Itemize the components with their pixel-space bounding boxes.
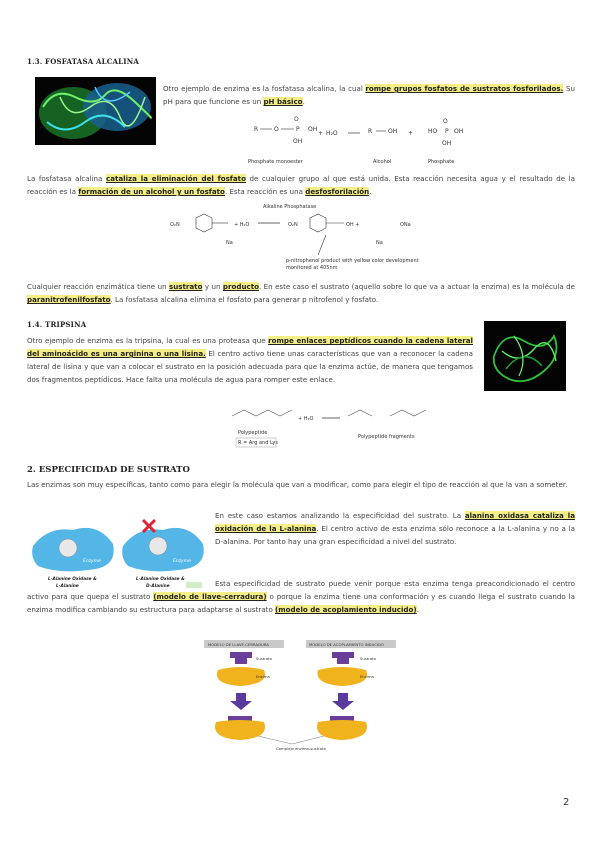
svg-text:Na: Na bbox=[226, 240, 233, 246]
svg-text:O₂N: O₂N bbox=[170, 222, 180, 228]
svg-text:OH: OH bbox=[293, 138, 303, 145]
svg-text:Sustrato: Sustrato bbox=[360, 656, 376, 661]
svg-text:L-Alanine Oxidase &: L-Alanine Oxidase & bbox=[48, 577, 97, 582]
phosphate-reaction-diagram bbox=[248, 115, 498, 167]
protein-structure-image bbox=[35, 77, 156, 145]
svg-text:O: O bbox=[294, 116, 299, 123]
svg-text:Enzyme: Enzyme bbox=[173, 559, 191, 564]
title-llave-cerradura: MODELO DE LLAVE-CERRADURA bbox=[208, 642, 269, 647]
svg-text:+: + bbox=[318, 130, 324, 137]
svg-text:OH: OH bbox=[308, 126, 318, 133]
trypsin-structure-image bbox=[484, 321, 566, 391]
svg-text:+: + bbox=[408, 130, 414, 137]
heading-tripsina: 1.4. TRIPSINA bbox=[27, 320, 87, 329]
svg-text:O: O bbox=[274, 126, 279, 133]
alkaline-phosphatase-scheme bbox=[168, 200, 443, 272]
trypsin-reaction-diagram bbox=[230, 404, 440, 452]
svg-text:R: R bbox=[368, 128, 373, 135]
svg-text:Sustrato: Sustrato bbox=[256, 656, 272, 661]
label-complejo: Complejo enzima-sustrato bbox=[276, 746, 326, 751]
scheme-note-2: monitored at 405nm bbox=[286, 265, 338, 271]
label-arg-lys: R = Arg and Lys bbox=[238, 440, 278, 446]
label-polypeptide: Polypeptide bbox=[238, 430, 268, 436]
heading-especificidad: 2. ESPECIFICIDAD DE SUSTRATO bbox=[27, 465, 190, 475]
paragraph-alanina-oxidasa: En este caso estamos analizando la especificidad del sustrato. La alanina oxidasa cataliza la oxidación de la L-alanina. El centro activo de esta enzima sólo reconoce a la L-alanina y no a la D-alanina. Por tanto hay una gran especificidad a nivel del sustrato. bbox=[215, 511, 576, 546]
svg-text:P: P bbox=[296, 126, 300, 133]
svg-text:OH: OH bbox=[442, 140, 452, 147]
scheme-note-1: p-nitrophenol product with yellow color development bbox=[286, 258, 419, 264]
paragraph-tripsina: Otro ejemplo de enzima es la tripsina, la cual es una proteasa que rompe enlaces peptídicos cuando la cadena lateral del aminoácido es una arginina o una lisina. El centro activo tiene unas características que van a reconocer la cadena lateral de lisina y que van a colocar el sustrato en la posición adecuada para que la enzima actúe, de manera que tengamos dos fragmentos peptídicos. Hace falta una molécula de agua para romper este enlace. bbox=[27, 336, 473, 384]
page-number: 2 bbox=[563, 797, 570, 808]
title-acoplamiento-inducido: MODELO DE ACOPLAMIENTO INDUCIDO bbox=[309, 642, 385, 647]
paragraph-especificidad-intro: Las enzimas son muy específicas, tanto como para elegir la molécula que van a modificar, como para elegir el tipo de reacción al que la van a someter. bbox=[27, 480, 568, 489]
svg-text:Enzima: Enzima bbox=[360, 674, 374, 679]
svg-text:D-Alanine: D-Alanine bbox=[146, 584, 170, 589]
enzyme-models-diagram bbox=[200, 638, 400, 756]
svg-text:L-Alanine: L-Alanine bbox=[56, 584, 79, 589]
svg-text:R: R bbox=[254, 126, 259, 133]
svg-text:ONa: ONa bbox=[400, 222, 411, 228]
label-alcohol: Alcohol bbox=[373, 159, 392, 165]
svg-text:HO: HO bbox=[428, 128, 438, 135]
svg-text:OH +: OH + bbox=[346, 222, 360, 228]
paragraph-modelos: Esta especificidad de sustrato puede venir porque esta enzima tenga preacondicionado el centro activo para que quepa el sustrato (modelo de llave-cerradura) o porque la enzima tiene una conformación y es cuando llega el sustrato cuando la enzima modifica cambiando su estructura para adaptarse al sustrato (modelo de acoplamiento inducido). bbox=[27, 579, 575, 614]
svg-text:Enzima: Enzima bbox=[256, 674, 270, 679]
svg-text:O: O bbox=[443, 118, 448, 125]
svg-text:+ H₂O: + H₂O bbox=[298, 416, 314, 422]
label-polypeptide-fragments: Polypeptide fragments bbox=[358, 434, 415, 440]
paragraph-fosfatasa-cataliza: La fosfatasa alcalina cataliza la eliminación del fosfato de cualquier grupo al que está unida. Esta reacción necesita agua y el resultado de la reacción es la formación de un alcohol y un fosfato. Esta reacción es una desfosforilación. bbox=[27, 174, 575, 196]
svg-text:H₂O: H₂O bbox=[326, 130, 338, 137]
svg-text:Enzyme: Enzyme bbox=[83, 559, 101, 564]
label-phosphate-monoester: Phosphate monoester bbox=[248, 159, 303, 165]
heading-fosfatasa: 1.3. FOSFATASA ALCALINA bbox=[27, 57, 139, 66]
paragraph-fosfatasa-intro: Otro ejemplo de enzima es la fosfatasa alcalina, la cual rompe grupos fosfatos de sustratos fosforilados. Su pH para que funcione es un pH básico. bbox=[163, 84, 575, 106]
svg-text:O₂N: O₂N bbox=[288, 222, 298, 228]
label-phosphate: Phosphate bbox=[428, 159, 455, 165]
paragraph-sustrato-producto: Cualquier reacción enzimática tiene un sustrato y un producto. En este caso el sustrato (aquello sobre lo que va a actuar la enzima) es la molécula de paranitrofenilfosfato. La fosfatasa alcalina elimina el fosfato para generar p nitrofenol y fosfato. bbox=[27, 282, 575, 304]
svg-text:OH: OH bbox=[454, 128, 464, 135]
svg-text:+ H₂O: + H₂O bbox=[234, 222, 250, 228]
svg-text:Na: Na bbox=[376, 240, 383, 246]
svg-text:P: P bbox=[445, 128, 449, 135]
scheme-title: Alkaline Phosphatase bbox=[263, 204, 317, 210]
svg-text:L-Alanine Oxidase &: L-Alanine Oxidase & bbox=[136, 577, 185, 582]
svg-text:OH: OH bbox=[388, 128, 398, 135]
